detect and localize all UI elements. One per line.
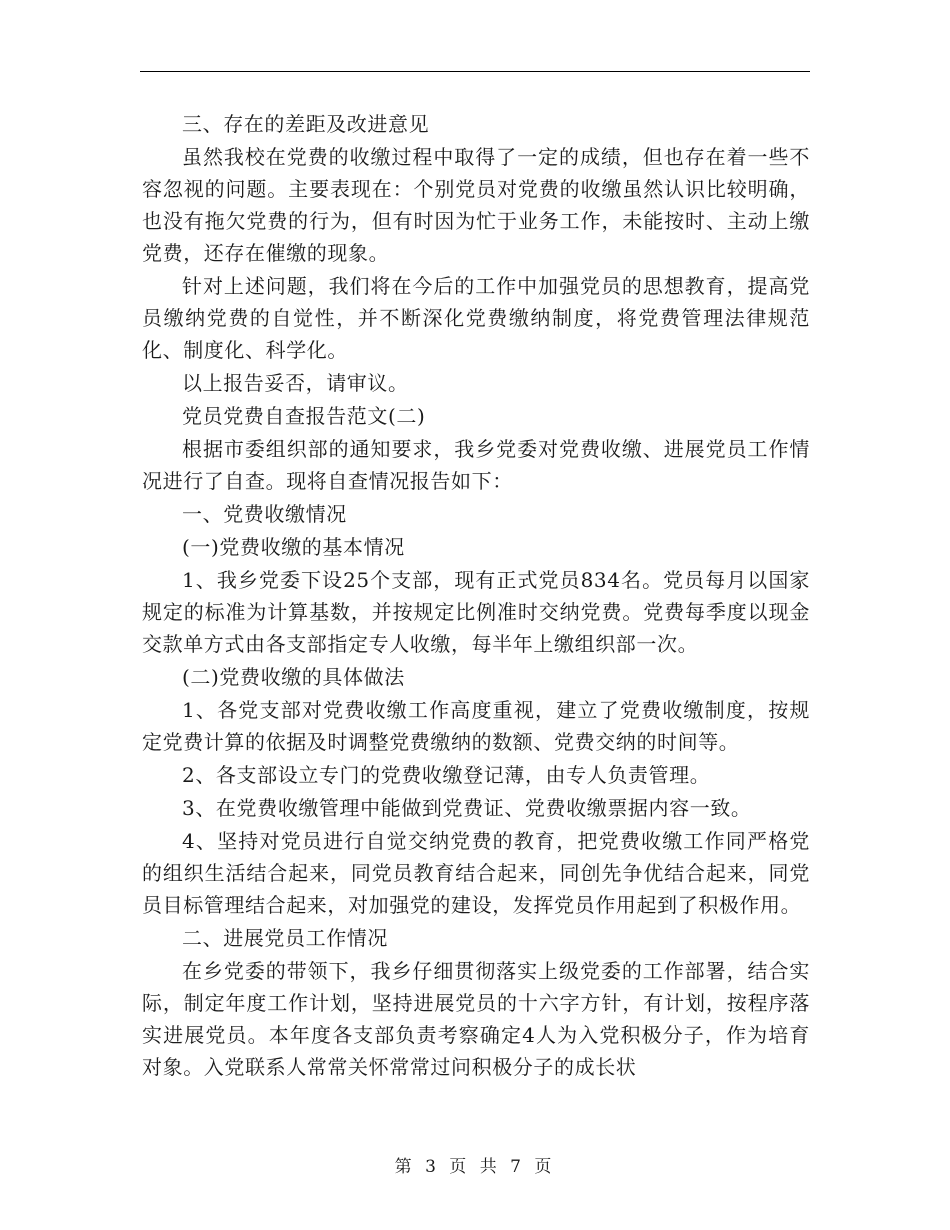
paragraph: 以上报告妥否，请审议。 [182, 371, 409, 395]
list-item: 4、坚持对党员进行自觉交纳党费的教育，把党费收缴工作同严格党的组织生活结合起来，同党员教育结合起来，同创先争优结合起来，同党员目标管理结合起来，对加强党的建设，发挥党员作用起到了积极作用。 [142, 829, 810, 917]
paragraph: 针对上述问题，我们将在今后的工作中加强党员的思想教育，提高党员缴纳党费的自觉性，并不断深化党费缴纳制度，将党费管理法律规范化、制度化、科学化。 [142, 274, 810, 362]
paragraph: 在乡党委的带领下，我乡仔细贯彻落实上级党委的工作部署，结合实际，制定年度工作计划，坚持进展党员的十六字方针，有计划，按程序落实进展党员。本年度各支部负责考察确定4人为入党积极分子，作为培育对象。入党联系人常常关怀常常过问积极分子的成长状 [142, 959, 810, 1079]
paragraph: 1、我乡党委下设25个支部，现有正式党员834名。党员每月以国家规定的标准为计算基数，并按规定比例准时交纳党费。党费每季度以现金交款单方式由各支部指定专人收缴，每半年上缴组织部一次。 [142, 568, 810, 656]
subsection-heading-basic: (一)党费收缴的基本情况 [182, 535, 405, 559]
list-item: 2、各支部设立专门的党费收缴登记薄，由专人负责管理。 [182, 763, 711, 787]
document-body [142, 108, 810, 1084]
page-number: 第 3 页 共 7 页 [394, 1157, 556, 1177]
paragraph: 虽然我校在党费的收缴过程中取得了一定的成绩，但也存在着一些不容忽视的问题。主要表现在：个别党员对党费的收缴虽然认识比较明确，也没有拖欠党费的行为，但有时因为忙于业务工作，未能按时、主动上缴党费，还存在催缴的现象。 [142, 145, 810, 265]
list-item: 3、在党费收缴管理中能做到党费证、党费收缴票据内容一致。 [182, 796, 752, 820]
paragraph: 根据市委组织部的通知要求，我乡党委对党费收缴、进展党员工作情况进行了自查。现将自查情况报告如下： [142, 437, 810, 493]
list-item: 1、各党支部对党费收缴工作高度重视，建立了党费收缴制度，按规定党费计算的依据及时调整党费缴纳的数额、党费交纳的时间等。 [142, 698, 810, 754]
section-heading-member-development: 二、进展党员工作情况 [182, 926, 388, 950]
section-heading-fee-collection: 一、党费收缴情况 [182, 502, 347, 526]
document-subtitle: 党员党费自查报告范文(二) [182, 404, 426, 428]
section-heading-gaps: 三、存在的差距及改进意见 [182, 112, 430, 136]
header-rule [140, 71, 810, 72]
subsection-heading-methods: (二)党费收缴的具体做法 [182, 665, 405, 689]
